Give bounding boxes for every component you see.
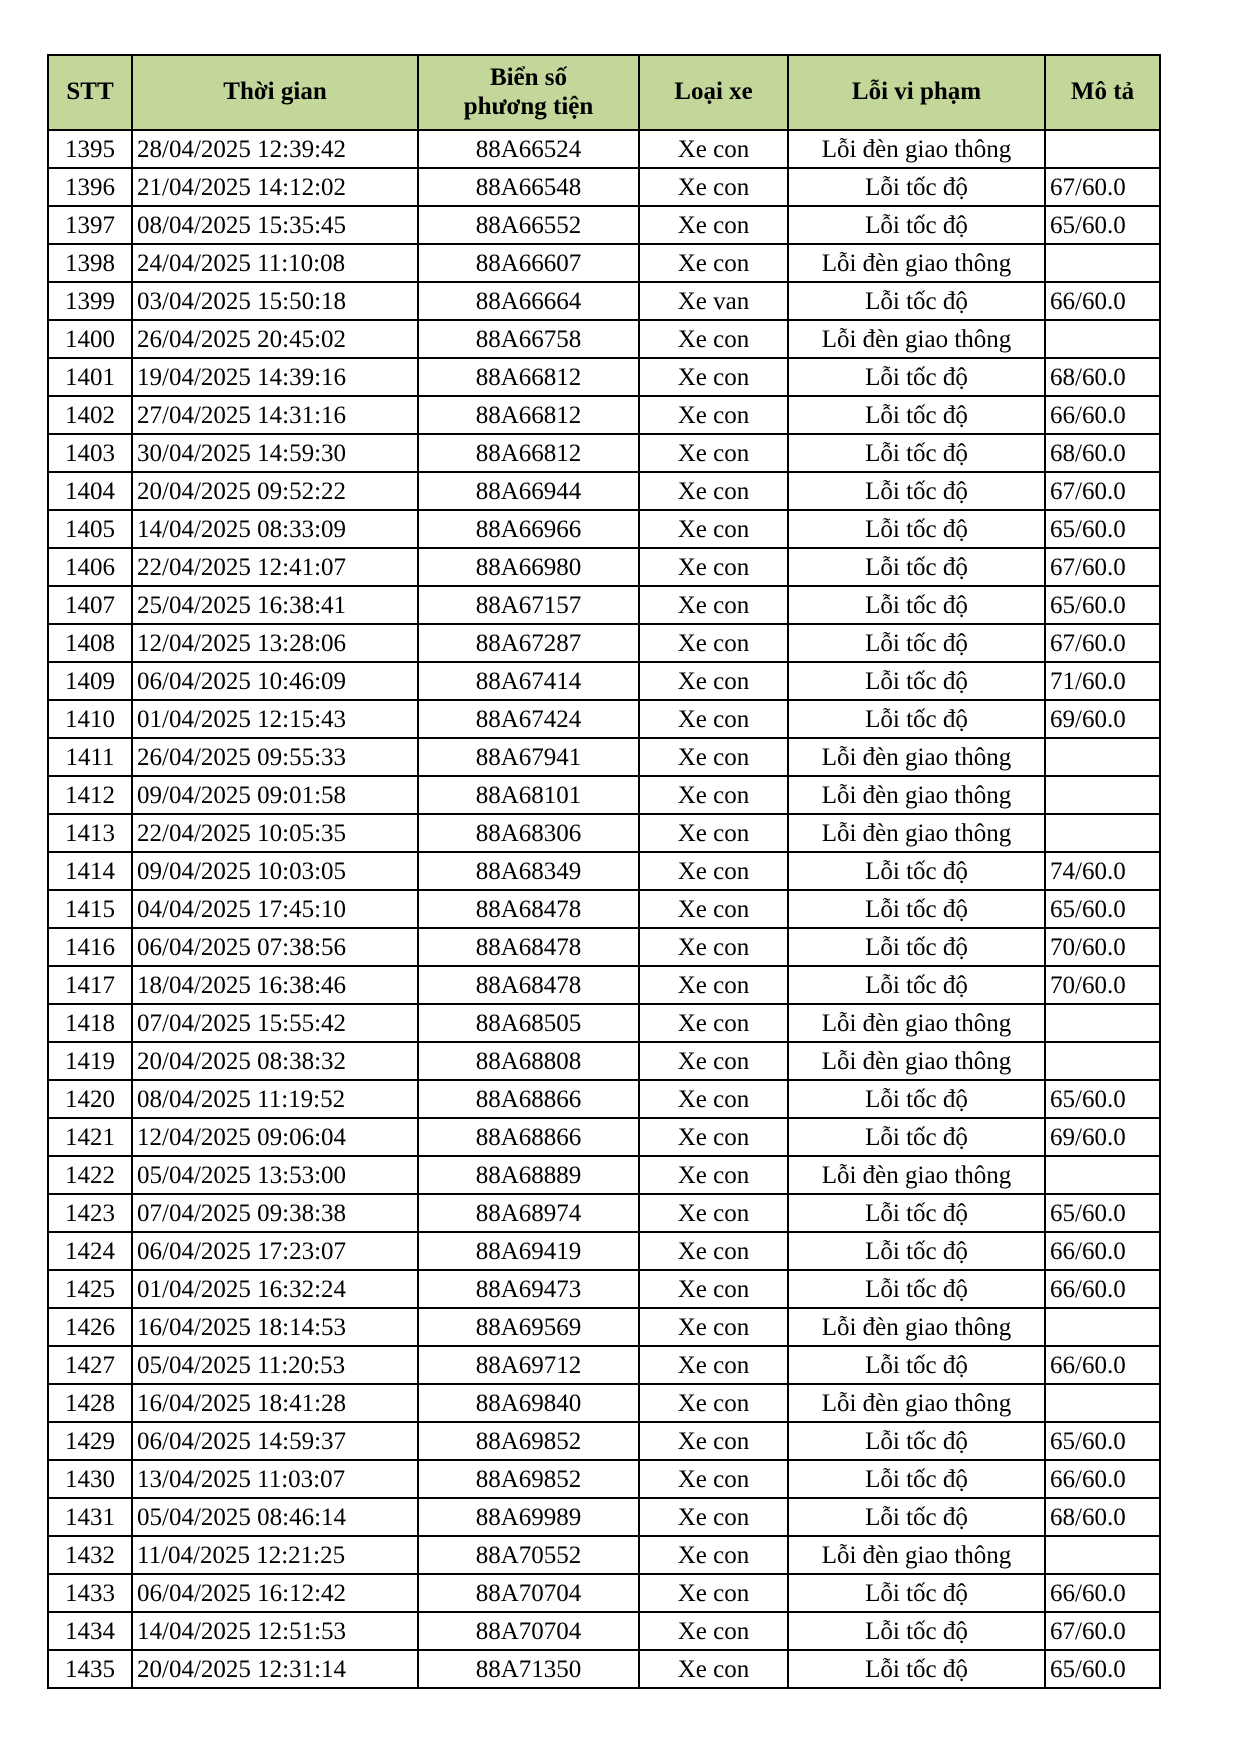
cell-time: 28/04/2025 12:39:42 — [132, 130, 418, 168]
cell-stt: 1417 — [48, 966, 132, 1004]
cell-vehicle-type: Xe con — [639, 1612, 788, 1650]
cell-plate: 88A66548 — [418, 168, 639, 206]
table-row — [48, 1384, 1160, 1422]
cell-plate: 88A66664 — [418, 282, 639, 320]
cell-violation: Lỗi đèn giao thông — [788, 130, 1045, 168]
cell-violation: Lỗi tốc độ — [788, 396, 1045, 434]
table-row — [48, 1308, 1160, 1346]
cell-stt: 1407 — [48, 586, 132, 624]
cell-vehicle-type: Xe con — [639, 1574, 788, 1612]
cell-plate: 88A70704 — [418, 1612, 639, 1650]
cell-vehicle-type: Xe con — [639, 776, 788, 814]
cell-stt: 1409 — [48, 662, 132, 700]
cell-vehicle-type: Xe con — [639, 320, 788, 358]
cell-plate: 88A68505 — [418, 1004, 639, 1042]
cell-violation: Lỗi tốc độ — [788, 1194, 1045, 1232]
table-row — [48, 244, 1160, 282]
cell-time: 11/04/2025 12:21:25 — [132, 1536, 418, 1574]
col-header-plate: Biển số phương tiện — [418, 55, 639, 130]
table-row — [48, 1346, 1160, 1384]
table-row — [48, 890, 1160, 928]
cell-time: 26/04/2025 09:55:33 — [132, 738, 418, 776]
cell-stt: 1427 — [48, 1346, 132, 1384]
cell-plate: 88A70552 — [418, 1536, 639, 1574]
cell-vehicle-type: Xe con — [639, 1270, 788, 1308]
cell-stt: 1428 — [48, 1384, 132, 1422]
cell-vehicle-type: Xe con — [639, 814, 788, 852]
table-row — [48, 776, 1160, 814]
cell-stt: 1424 — [48, 1232, 132, 1270]
col-header-time: Thời gian — [132, 55, 418, 130]
table-row — [48, 396, 1160, 434]
table-row — [48, 814, 1160, 852]
cell-violation: Lỗi đèn giao thông — [788, 1042, 1045, 1080]
cell-vehicle-type: Xe con — [639, 1232, 788, 1270]
cell-stt: 1420 — [48, 1080, 132, 1118]
cell-stt: 1421 — [48, 1118, 132, 1156]
cell-description: 65/60.0 — [1045, 206, 1160, 244]
cell-violation: Lỗi đèn giao thông — [788, 1004, 1045, 1042]
cell-stt: 1406 — [48, 548, 132, 586]
cell-plate: 88A66812 — [418, 434, 639, 472]
table-row — [48, 1194, 1160, 1232]
cell-time: 13/04/2025 11:03:07 — [132, 1460, 418, 1498]
cell-plate: 88A67414 — [418, 662, 639, 700]
cell-time: 06/04/2025 16:12:42 — [132, 1574, 418, 1612]
cell-description: 67/60.0 — [1045, 624, 1160, 662]
cell-violation: Lỗi tốc độ — [788, 1346, 1045, 1384]
cell-vehicle-type: Xe con — [639, 966, 788, 1004]
cell-time: 04/04/2025 17:45:10 — [132, 890, 418, 928]
cell-plate: 88A69569 — [418, 1308, 639, 1346]
cell-vehicle-type: Xe con — [639, 1346, 788, 1384]
table-row — [48, 966, 1160, 1004]
cell-description: 65/60.0 — [1045, 510, 1160, 548]
cell-vehicle-type: Xe con — [639, 586, 788, 624]
cell-plate: 88A66607 — [418, 244, 639, 282]
cell-time: 03/04/2025 15:50:18 — [132, 282, 418, 320]
cell-stt: 1398 — [48, 244, 132, 282]
cell-vehicle-type: Xe con — [639, 624, 788, 662]
cell-vehicle-type: Xe con — [639, 244, 788, 282]
cell-plate: 88A69473 — [418, 1270, 639, 1308]
cell-violation: Lỗi tốc độ — [788, 1080, 1045, 1118]
cell-violation: Lỗi tốc độ — [788, 662, 1045, 700]
table-row — [48, 472, 1160, 510]
cell-violation: Lỗi đèn giao thông — [788, 244, 1045, 282]
cell-plate: 88A69852 — [418, 1422, 639, 1460]
cell-description — [1045, 130, 1160, 168]
cell-plate: 88A66524 — [418, 130, 639, 168]
cell-stt: 1435 — [48, 1650, 132, 1688]
cell-stt: 1432 — [48, 1536, 132, 1574]
cell-vehicle-type: Xe con — [639, 510, 788, 548]
cell-time: 24/04/2025 11:10:08 — [132, 244, 418, 282]
cell-vehicle-type: Xe con — [639, 168, 788, 206]
cell-violation: Lỗi tốc độ — [788, 1232, 1045, 1270]
cell-violation: Lỗi tốc độ — [788, 700, 1045, 738]
table-row — [48, 1118, 1160, 1156]
cell-violation: Lỗi tốc độ — [788, 206, 1045, 244]
cell-time: 12/04/2025 13:28:06 — [132, 624, 418, 662]
cell-plate: 88A67287 — [418, 624, 639, 662]
cell-time: 06/04/2025 17:23:07 — [132, 1232, 418, 1270]
cell-stt: 1412 — [48, 776, 132, 814]
cell-description — [1045, 1308, 1160, 1346]
cell-violation: Lỗi tốc độ — [788, 168, 1045, 206]
cell-stt: 1425 — [48, 1270, 132, 1308]
cell-vehicle-type: Xe con — [639, 890, 788, 928]
cell-time: 08/04/2025 11:19:52 — [132, 1080, 418, 1118]
cell-violation: Lỗi tốc độ — [788, 1498, 1045, 1536]
cell-stt: 1410 — [48, 700, 132, 738]
cell-violation: Lỗi đèn giao thông — [788, 814, 1045, 852]
cell-vehicle-type: Xe van — [639, 282, 788, 320]
cell-stt: 1405 — [48, 510, 132, 548]
cell-stt: 1430 — [48, 1460, 132, 1498]
cell-description: 66/60.0 — [1045, 1574, 1160, 1612]
cell-stt: 1395 — [48, 130, 132, 168]
cell-violation: Lỗi tốc độ — [788, 1118, 1045, 1156]
table-row — [48, 358, 1160, 396]
cell-time: 07/04/2025 09:38:38 — [132, 1194, 418, 1232]
cell-plate: 88A69989 — [418, 1498, 639, 1536]
cell-stt: 1423 — [48, 1194, 132, 1232]
cell-plate: 88A68808 — [418, 1042, 639, 1080]
cell-time: 05/04/2025 11:20:53 — [132, 1346, 418, 1384]
cell-vehicle-type: Xe con — [639, 1536, 788, 1574]
cell-violation: Lỗi tốc độ — [788, 586, 1045, 624]
cell-vehicle-type: Xe con — [639, 738, 788, 776]
cell-violation: Lỗi đèn giao thông — [788, 1384, 1045, 1422]
cell-description — [1045, 1536, 1160, 1574]
cell-plate: 88A68478 — [418, 966, 639, 1004]
cell-violation: Lỗi đèn giao thông — [788, 1156, 1045, 1194]
table-row — [48, 434, 1160, 472]
cell-time: 07/04/2025 15:55:42 — [132, 1004, 418, 1042]
cell-vehicle-type: Xe con — [639, 1042, 788, 1080]
cell-description: 65/60.0 — [1045, 1080, 1160, 1118]
cell-description: 65/60.0 — [1045, 890, 1160, 928]
cell-plate: 88A68974 — [418, 1194, 639, 1232]
cell-plate: 88A66812 — [418, 396, 639, 434]
cell-time: 08/04/2025 15:35:45 — [132, 206, 418, 244]
cell-description: 69/60.0 — [1045, 700, 1160, 738]
table-row — [48, 624, 1160, 662]
cell-vehicle-type: Xe con — [639, 358, 788, 396]
cell-vehicle-type: Xe con — [639, 1384, 788, 1422]
cell-violation: Lỗi tốc độ — [788, 1612, 1045, 1650]
cell-time: 01/04/2025 12:15:43 — [132, 700, 418, 738]
cell-violation: Lỗi tốc độ — [788, 358, 1045, 396]
table-row — [48, 1080, 1160, 1118]
cell-description: 69/60.0 — [1045, 1118, 1160, 1156]
table-row — [48, 130, 1160, 168]
cell-vehicle-type: Xe con — [639, 852, 788, 890]
table-row — [48, 928, 1160, 966]
cell-violation: Lỗi tốc độ — [788, 472, 1045, 510]
cell-time: 19/04/2025 14:39:16 — [132, 358, 418, 396]
cell-description: 66/60.0 — [1045, 396, 1160, 434]
cell-description: 66/60.0 — [1045, 1460, 1160, 1498]
cell-stt: 1402 — [48, 396, 132, 434]
cell-description: 65/60.0 — [1045, 586, 1160, 624]
table-row — [48, 1650, 1160, 1688]
cell-time: 25/04/2025 16:38:41 — [132, 586, 418, 624]
cell-time: 05/04/2025 08:46:14 — [132, 1498, 418, 1536]
cell-description: 70/60.0 — [1045, 928, 1160, 966]
cell-description — [1045, 1384, 1160, 1422]
table-row — [48, 738, 1160, 776]
cell-time: 22/04/2025 10:05:35 — [132, 814, 418, 852]
cell-stt: 1419 — [48, 1042, 132, 1080]
cell-description: 70/60.0 — [1045, 966, 1160, 1004]
cell-violation: Lỗi đèn giao thông — [788, 320, 1045, 358]
cell-violation: Lỗi tốc độ — [788, 1460, 1045, 1498]
cell-description — [1045, 320, 1160, 358]
cell-plate: 88A68866 — [418, 1118, 639, 1156]
cell-plate: 88A67424 — [418, 700, 639, 738]
cell-description: 67/60.0 — [1045, 1612, 1160, 1650]
cell-vehicle-type: Xe con — [639, 472, 788, 510]
cell-vehicle-type: Xe con — [639, 1194, 788, 1232]
cell-description: 66/60.0 — [1045, 1346, 1160, 1384]
table-row — [48, 1270, 1160, 1308]
cell-stt: 1399 — [48, 282, 132, 320]
cell-vehicle-type: Xe con — [639, 1004, 788, 1042]
cell-violation: Lỗi đèn giao thông — [788, 776, 1045, 814]
cell-description — [1045, 1156, 1160, 1194]
cell-stt: 1408 — [48, 624, 132, 662]
cell-violation: Lỗi tốc độ — [788, 1270, 1045, 1308]
cell-vehicle-type: Xe con — [639, 434, 788, 472]
cell-vehicle-type: Xe con — [639, 1498, 788, 1536]
cell-time: 09/04/2025 10:03:05 — [132, 852, 418, 890]
cell-stt: 1413 — [48, 814, 132, 852]
cell-time: 14/04/2025 08:33:09 — [132, 510, 418, 548]
cell-description: 66/60.0 — [1045, 1232, 1160, 1270]
cell-violation: Lỗi tốc độ — [788, 1422, 1045, 1460]
col-header-violation: Lỗi vi phạm — [788, 55, 1045, 130]
cell-violation: Lỗi tốc độ — [788, 510, 1045, 548]
cell-description — [1045, 1004, 1160, 1042]
cell-plate: 88A67157 — [418, 586, 639, 624]
table-row — [48, 206, 1160, 244]
violations-table — [47, 54, 1161, 1689]
table-row — [48, 1460, 1160, 1498]
cell-violation: Lỗi tốc độ — [788, 624, 1045, 662]
cell-vehicle-type: Xe con — [639, 548, 788, 586]
cell-description: 74/60.0 — [1045, 852, 1160, 890]
cell-time: 21/04/2025 14:12:02 — [132, 168, 418, 206]
cell-description: 65/60.0 — [1045, 1422, 1160, 1460]
cell-time: 06/04/2025 07:38:56 — [132, 928, 418, 966]
cell-stt: 1397 — [48, 206, 132, 244]
cell-time: 20/04/2025 09:52:22 — [132, 472, 418, 510]
cell-violation: Lỗi tốc độ — [788, 548, 1045, 586]
cell-vehicle-type: Xe con — [639, 1308, 788, 1346]
cell-time: 18/04/2025 16:38:46 — [132, 966, 418, 1004]
cell-time: 06/04/2025 10:46:09 — [132, 662, 418, 700]
table-row — [48, 282, 1160, 320]
cell-description: 71/60.0 — [1045, 662, 1160, 700]
cell-description — [1045, 244, 1160, 282]
table-row — [48, 700, 1160, 738]
cell-description — [1045, 738, 1160, 776]
table-row — [48, 662, 1160, 700]
table-row — [48, 586, 1160, 624]
cell-time: 14/04/2025 12:51:53 — [132, 1612, 418, 1650]
cell-time: 20/04/2025 12:31:14 — [132, 1650, 418, 1688]
cell-plate: 88A66966 — [418, 510, 639, 548]
cell-vehicle-type: Xe con — [639, 1460, 788, 1498]
cell-stt: 1401 — [48, 358, 132, 396]
table-row — [48, 548, 1160, 586]
cell-plate: 88A68478 — [418, 928, 639, 966]
cell-time: 22/04/2025 12:41:07 — [132, 548, 418, 586]
cell-violation: Lỗi tốc độ — [788, 1574, 1045, 1612]
cell-plate: 88A66812 — [418, 358, 639, 396]
cell-vehicle-type: Xe con — [639, 206, 788, 244]
cell-plate: 88A66944 — [418, 472, 639, 510]
table-body — [48, 130, 1160, 1688]
table-row — [48, 1156, 1160, 1194]
cell-time: 30/04/2025 14:59:30 — [132, 434, 418, 472]
cell-description: 65/60.0 — [1045, 1194, 1160, 1232]
cell-stt: 1411 — [48, 738, 132, 776]
cell-description: 67/60.0 — [1045, 548, 1160, 586]
cell-violation: Lỗi tốc độ — [788, 282, 1045, 320]
cell-description: 66/60.0 — [1045, 1270, 1160, 1308]
table-header — [48, 55, 1160, 130]
cell-time: 16/04/2025 18:14:53 — [132, 1308, 418, 1346]
cell-violation: Lỗi tốc độ — [788, 928, 1045, 966]
table-row — [48, 1498, 1160, 1536]
cell-time: 09/04/2025 09:01:58 — [132, 776, 418, 814]
cell-vehicle-type: Xe con — [639, 130, 788, 168]
cell-violation: Lỗi đèn giao thông — [788, 1308, 1045, 1346]
cell-stt: 1415 — [48, 890, 132, 928]
cell-time: 20/04/2025 08:38:32 — [132, 1042, 418, 1080]
cell-stt: 1414 — [48, 852, 132, 890]
cell-plate: 88A69712 — [418, 1346, 639, 1384]
col-header-description: Mô tả — [1045, 55, 1160, 130]
cell-plate: 88A67941 — [418, 738, 639, 776]
cell-stt: 1416 — [48, 928, 132, 966]
table-row — [48, 320, 1160, 358]
cell-time: 05/04/2025 13:53:00 — [132, 1156, 418, 1194]
cell-violation: Lỗi đèn giao thông — [788, 1536, 1045, 1574]
cell-description: 68/60.0 — [1045, 434, 1160, 472]
cell-description: 68/60.0 — [1045, 358, 1160, 396]
table-row — [48, 1232, 1160, 1270]
header-row — [48, 55, 1160, 130]
cell-vehicle-type: Xe con — [639, 396, 788, 434]
cell-plate: 88A70704 — [418, 1574, 639, 1612]
cell-stt: 1426 — [48, 1308, 132, 1346]
col-header-stt: STT — [48, 55, 132, 130]
cell-plate: 88A68889 — [418, 1156, 639, 1194]
cell-stt: 1400 — [48, 320, 132, 358]
cell-time: 12/04/2025 09:06:04 — [132, 1118, 418, 1156]
cell-description: 65/60.0 — [1045, 1650, 1160, 1688]
table-row — [48, 1536, 1160, 1574]
cell-plate: 88A68866 — [418, 1080, 639, 1118]
cell-time: 26/04/2025 20:45:02 — [132, 320, 418, 358]
cell-time: 06/04/2025 14:59:37 — [132, 1422, 418, 1460]
table-row — [48, 1042, 1160, 1080]
cell-plate: 88A68478 — [418, 890, 639, 928]
cell-plate: 88A68306 — [418, 814, 639, 852]
cell-description — [1045, 814, 1160, 852]
cell-plate: 88A68101 — [418, 776, 639, 814]
cell-violation: Lỗi tốc độ — [788, 1650, 1045, 1688]
cell-vehicle-type: Xe con — [639, 700, 788, 738]
cell-vehicle-type: Xe con — [639, 928, 788, 966]
cell-stt: 1429 — [48, 1422, 132, 1460]
cell-stt: 1403 — [48, 434, 132, 472]
cell-time: 27/04/2025 14:31:16 — [132, 396, 418, 434]
cell-description: 66/60.0 — [1045, 282, 1160, 320]
table-row — [48, 1612, 1160, 1650]
cell-violation: Lỗi tốc độ — [788, 890, 1045, 928]
cell-description — [1045, 776, 1160, 814]
cell-plate: 88A66980 — [418, 548, 639, 586]
cell-vehicle-type: Xe con — [639, 662, 788, 700]
cell-plate: 88A66758 — [418, 320, 639, 358]
cell-time: 16/04/2025 18:41:28 — [132, 1384, 418, 1422]
table-row — [48, 1004, 1160, 1042]
cell-plate: 88A69419 — [418, 1232, 639, 1270]
cell-stt: 1422 — [48, 1156, 132, 1194]
table-row — [48, 510, 1160, 548]
cell-plate: 88A66552 — [418, 206, 639, 244]
table-row — [48, 1574, 1160, 1612]
cell-violation: Lỗi tốc độ — [788, 966, 1045, 1004]
cell-stt: 1433 — [48, 1574, 132, 1612]
cell-stt: 1396 — [48, 168, 132, 206]
cell-vehicle-type: Xe con — [639, 1422, 788, 1460]
cell-description: 68/60.0 — [1045, 1498, 1160, 1536]
cell-violation: Lỗi đèn giao thông — [788, 738, 1045, 776]
cell-stt: 1418 — [48, 1004, 132, 1042]
cell-description: 67/60.0 — [1045, 168, 1160, 206]
cell-stt: 1431 — [48, 1498, 132, 1536]
cell-stt: 1404 — [48, 472, 132, 510]
cell-plate: 88A69852 — [418, 1460, 639, 1498]
cell-plate: 88A69840 — [418, 1384, 639, 1422]
cell-description: 67/60.0 — [1045, 472, 1160, 510]
col-header-vehicle-type: Loại xe — [639, 55, 788, 130]
cell-time: 01/04/2025 16:32:24 — [132, 1270, 418, 1308]
table-row — [48, 852, 1160, 890]
cell-violation: Lỗi tốc độ — [788, 434, 1045, 472]
cell-vehicle-type: Xe con — [639, 1118, 788, 1156]
cell-plate: 88A71350 — [418, 1650, 639, 1688]
cell-stt: 1434 — [48, 1612, 132, 1650]
cell-plate: 88A68349 — [418, 852, 639, 890]
cell-description — [1045, 1042, 1160, 1080]
table-row — [48, 1422, 1160, 1460]
table-row — [48, 168, 1160, 206]
cell-vehicle-type: Xe con — [639, 1156, 788, 1194]
cell-violation: Lỗi tốc độ — [788, 852, 1045, 890]
cell-vehicle-type: Xe con — [639, 1650, 788, 1688]
cell-vehicle-type: Xe con — [639, 1080, 788, 1118]
